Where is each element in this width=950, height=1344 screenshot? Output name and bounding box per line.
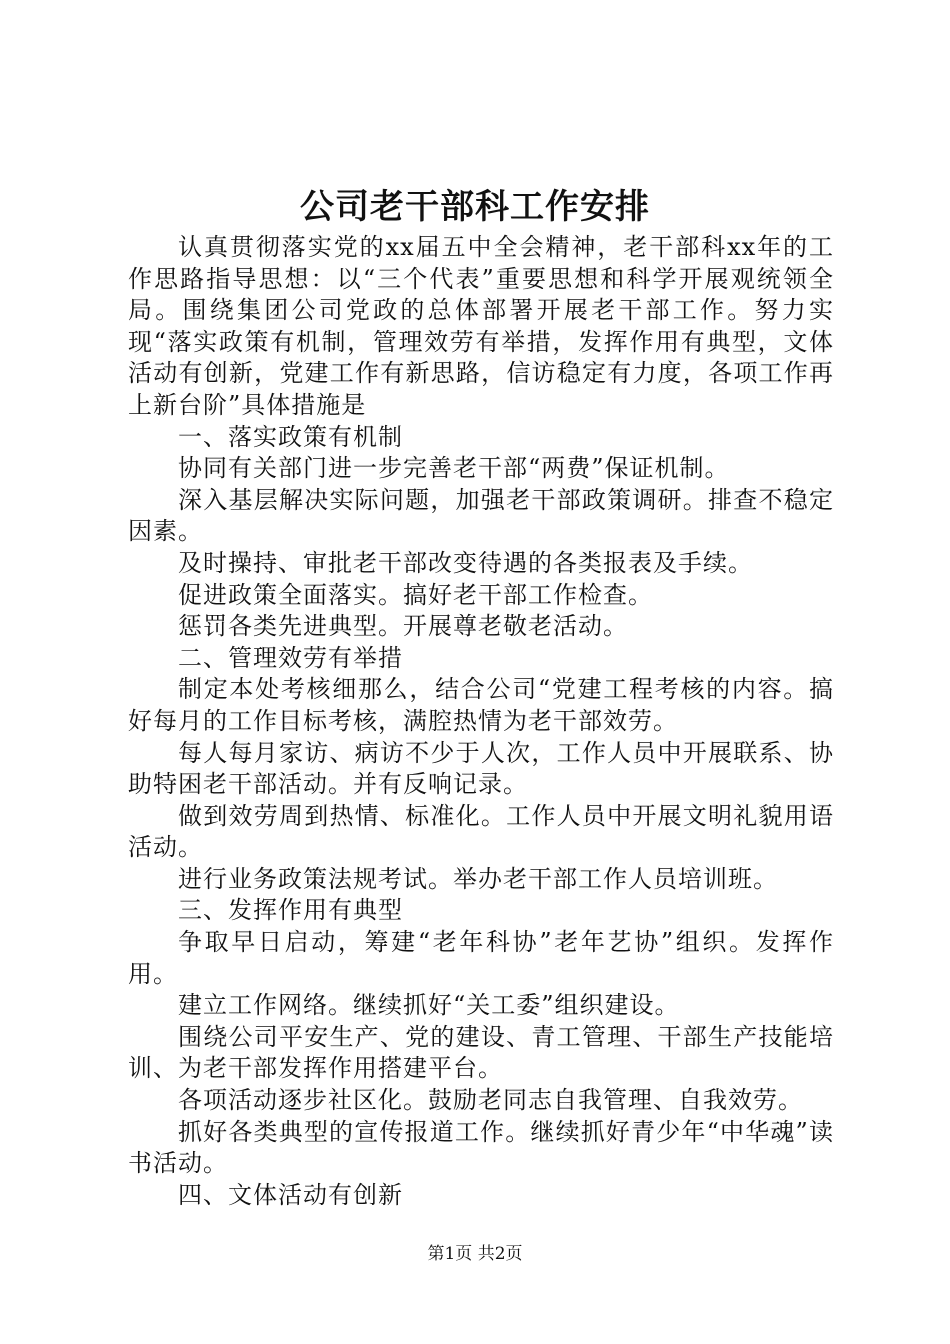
paragraph: 制定本处考核细那么，结合公司“党建工程考核的内容。搞好每月的工作目标考核，满腔热情为老干部效劳。 bbox=[128, 675, 834, 735]
paragraph: 及时操持、审批老干部改变待遇的各类报表及手续。 bbox=[178, 548, 753, 577]
section-heading-4: 四、文体活动有创新 bbox=[178, 1180, 403, 1209]
page-number-footer: 第1页 共2页 bbox=[427, 1244, 523, 1264]
paragraph: 协同有关部门进一步完善老干部“两费”保证机制。 bbox=[178, 454, 730, 483]
section-heading-1: 一、落实政策有机制 bbox=[178, 422, 403, 451]
document-body bbox=[128, 232, 834, 1211]
page-title: 公司老干部科工作安排 bbox=[300, 187, 650, 227]
section-heading-3: 三、发挥作用有典型 bbox=[178, 896, 403, 925]
paragraph: 促进政策全面落实。搞好老干部工作检查。 bbox=[178, 580, 653, 609]
paragraph: 争取早日启动，筹建“老年科协”老年艺协”组织。发挥作用。 bbox=[128, 928, 834, 988]
paragraph-intro: 认真贯彻落实党的xx届五中全会精神，老干部科xx年的工作思路指导思想：以“三个代表”重要思想和科学开展观统领全局。围绕集团公司党政的总体部署开展老干部工作。努力实现“落实政策有机制，管理效劳有举措，发挥作用有典型，文体活动有创新，党建工作有新思路，信访稳定有力度，各项工作再上新台阶”具体措施是 bbox=[128, 233, 834, 419]
section-heading-2: 二、管理效劳有举措 bbox=[178, 643, 403, 672]
paragraph: 进行业务政策法规考试。举办老干部工作人员培训班。 bbox=[178, 864, 778, 893]
paragraph: 做到效劳周到热情、标准化。工作人员中开展文明礼貌用语活动。 bbox=[128, 801, 834, 862]
paragraph: 每人每月家访、病访不少于人次，工作人员中开展联系、协助特困老干部活动。并有反响记录。 bbox=[128, 738, 834, 799]
paragraph: 惩罚各类先进典型。开展尊老敬老活动。 bbox=[178, 612, 628, 641]
paragraph: 深入基层解决实际问题，加强老干部政策调研。排查不稳定因素。 bbox=[128, 485, 834, 546]
paragraph: 建立工作网络。继续抓好“关工委”组织建设。 bbox=[178, 991, 680, 1020]
paragraph: 围绕公司平安生产、党的建设、青工管理、干部生产技能培训、为老干部发挥作用搭建平台。 bbox=[128, 1022, 834, 1083]
paragraph: 抓好各类典型的宣传报道工作。继续抓好青少年“中华魂”读书活动。 bbox=[128, 1117, 834, 1178]
paragraph: 各项活动逐步社区化。鼓励老同志自我管理、自我效劳。 bbox=[178, 1086, 803, 1115]
